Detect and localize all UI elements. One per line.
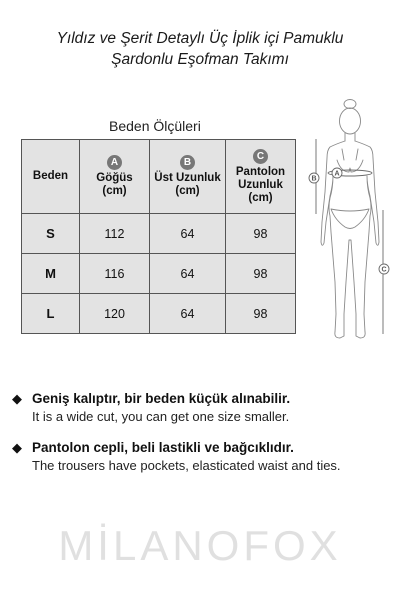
chest-cell: 112 bbox=[80, 214, 150, 254]
bikini-bottom-outline bbox=[331, 209, 369, 229]
diamond-bullet-icon: ◆ bbox=[12, 391, 22, 406]
top-length-cell: 64 bbox=[150, 254, 226, 294]
top-length-cell: 64 bbox=[150, 214, 226, 254]
size-row-m bbox=[22, 254, 296, 294]
header-chest-label: Göğüs bbox=[96, 172, 133, 184]
product-notes bbox=[12, 390, 392, 488]
figure-label-b: B bbox=[311, 175, 317, 183]
size-row-l bbox=[22, 294, 296, 334]
header-size bbox=[22, 140, 80, 214]
header-top-length bbox=[150, 140, 226, 214]
product-title-line-1: Yıldız ve Şerit Detaylı Üç İplik içi Pamuklu bbox=[56, 30, 344, 47]
badge-c-icon: C bbox=[253, 149, 268, 164]
size-chart-header-row bbox=[22, 140, 296, 214]
body-measurement-figure bbox=[300, 92, 400, 352]
note-text-english: The trousers have pockets, elasticated waist and ties. bbox=[32, 458, 341, 473]
note-text-turkish: Pantolon cepli, beli lastikli ve bağcıklıdır. bbox=[32, 440, 294, 455]
figure-label-a: A bbox=[334, 170, 340, 178]
size-cell: S bbox=[22, 214, 80, 254]
header-top-length-unit: (cm) bbox=[175, 185, 200, 197]
chest-cell: 116 bbox=[80, 254, 150, 294]
header-chest-unit: (cm) bbox=[102, 185, 127, 197]
hair-bun-icon bbox=[344, 100, 356, 109]
note-text-english: It is a wide cut, you can get one size smaller. bbox=[32, 409, 290, 424]
header-trouser-length-label-2: Uzunluk bbox=[238, 178, 283, 191]
trouser-length-cell: 98 bbox=[226, 294, 296, 334]
note-item bbox=[12, 390, 392, 426]
header-trouser-length-unit: (cm) bbox=[248, 191, 273, 204]
header-chest bbox=[80, 140, 150, 214]
header-trouser-length bbox=[226, 140, 296, 214]
size-cell: L bbox=[22, 294, 80, 334]
head-outline bbox=[340, 108, 361, 134]
body-outline bbox=[321, 141, 379, 338]
trouser-length-cell: 98 bbox=[226, 254, 296, 294]
size-cell: M bbox=[22, 254, 80, 294]
size-chart-caption: Beden Ölçüleri bbox=[109, 118, 201, 134]
size-row-s bbox=[22, 214, 296, 254]
note-text-turkish: Geniş kalıptır, bir beden küçük alınabilir. bbox=[32, 391, 291, 406]
diamond-bullet-icon: ◆ bbox=[12, 440, 22, 455]
header-top-length-label: Üst Uzunluk bbox=[154, 172, 221, 184]
header-trouser-length-label-1: Pantolon bbox=[235, 165, 286, 178]
brand-watermark: MİLANOFOX bbox=[58, 522, 342, 569]
bikini-top-outline bbox=[337, 149, 363, 172]
note-item bbox=[12, 439, 392, 475]
product-title-line-2: Şardonlu Eşofman Takımı bbox=[111, 51, 289, 68]
badge-a-icon: A bbox=[107, 155, 122, 170]
figure-label-c: C bbox=[381, 266, 387, 274]
product-title bbox=[0, 28, 400, 70]
trouser-length-cell: 98 bbox=[226, 214, 296, 254]
size-chart-table bbox=[21, 139, 296, 334]
top-length-cell: 64 bbox=[150, 294, 226, 334]
badge-b-icon: B bbox=[180, 155, 195, 170]
header-size-label: Beden bbox=[32, 170, 69, 182]
chest-cell: 120 bbox=[80, 294, 150, 334]
